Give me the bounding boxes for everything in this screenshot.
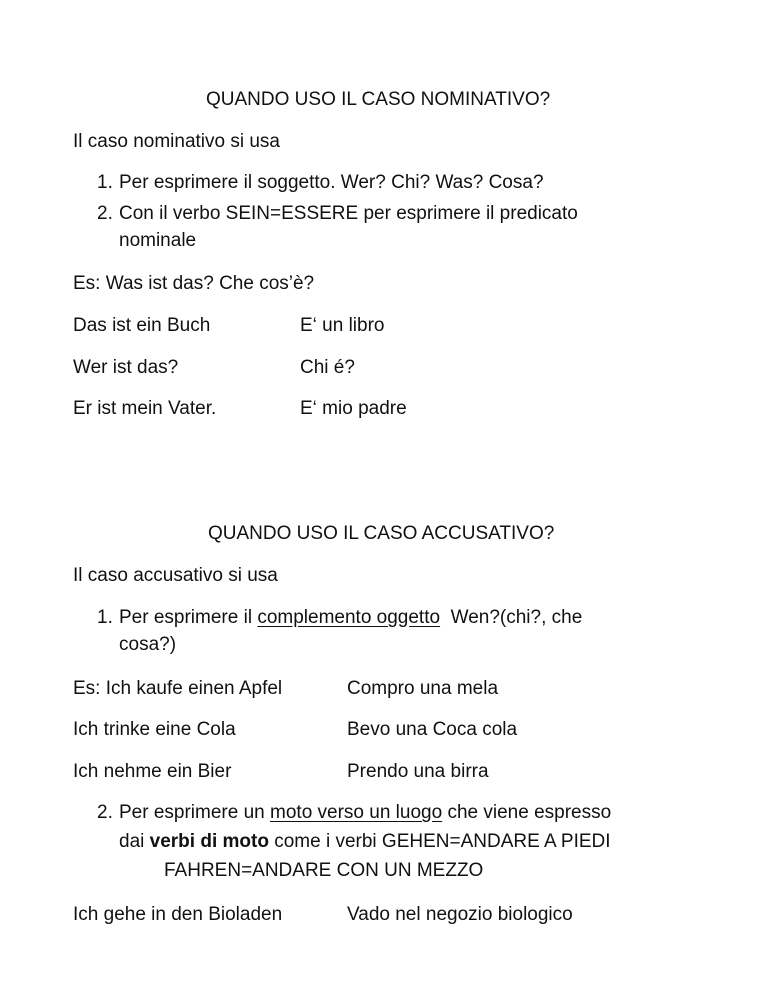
list-number: 2. [97,203,113,224]
example-german: Er ist mein Vater. [73,398,217,419]
accusativo-heading: QUANDO USO IL CASO ACCUSATIVO? [208,523,555,544]
list-item-text: Per esprimere il soggetto. Wer? Chi? Was? Cosa? [119,172,544,193]
list-item-text-continued: FAHREN=ANDARE CON UN MEZZO [164,860,484,881]
nominativo-heading: QUANDO USO IL CASO NOMINATIVO? [206,89,551,110]
example-italian: Chi é? [300,357,355,378]
list-item-text: Con il verbo SEIN=ESSERE per esprimere il predicato [119,203,578,224]
example-german: Ich nehme ein Bier [73,761,232,782]
list-number: 2. [97,802,113,823]
list-item-text: Per esprimere un moto verso un luogo che viene espresso [119,802,612,823]
list-item-text-continued: cosa?) [119,634,177,655]
example-german: Ich gehe in den Bioladen [73,904,283,925]
example-german: Das ist ein Buch [73,315,211,336]
example-italian: Compro una mela [347,678,499,699]
list-number: 1. [97,607,113,628]
example-intro: Es: Was ist das? Che cos’è? [73,273,315,294]
example-german: Wer ist das? [73,357,179,378]
example-italian: Prendo una birra [347,761,489,782]
example-italian: E‘ mio padre [300,398,407,419]
list-number: 1. [97,172,113,193]
nominativo-intro: Il caso nominativo si usa [73,131,280,152]
example-italian: Bevo una Coca cola [347,719,518,740]
example-italian: Vado nel negozio biologico [347,904,573,925]
underlined-term: complemento oggetto [257,607,441,628]
example-german: Es: Ich kaufe einen Apfel [73,678,283,699]
list-item-text: Per esprimere il complemento oggetto Wen?(chi?, che [119,607,583,628]
example-italian: E‘ un libro [300,315,385,336]
bold-term: verbi di moto [149,831,269,852]
example-german: Ich trinke eine Cola [73,719,236,740]
accusativo-intro: Il caso accusativo si usa [73,565,278,586]
list-item-text-continued: nominale [119,230,197,251]
list-item-text-continued: dai verbi di moto come i verbi GEHEN=ANDARE A PIEDI [119,831,611,852]
underlined-term: moto verso un luogo [270,802,443,823]
